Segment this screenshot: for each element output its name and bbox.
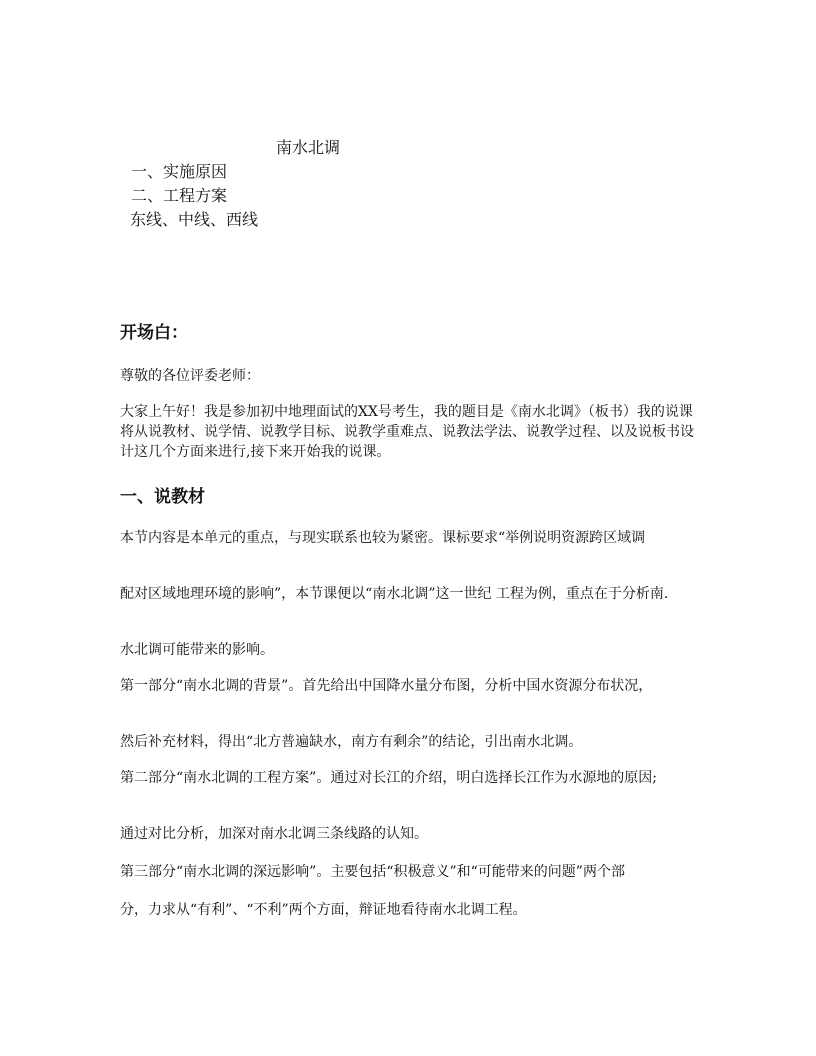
material-paragraph: 配对区域地理环境的影响”，本节课便以“南水北调”这一世纪 工程为例，重点在于分析南.	[120, 586, 669, 602]
material-paragraph: 分，力求从“有利”、“不利”两个方面，辩证地看待南水北调工程。	[120, 902, 527, 918]
board-line-routes: 东线、中线、西线	[130, 210, 259, 229]
board-line-reasons: 一、实施原因	[131, 162, 228, 181]
material-paragraph: 通过对比分析，加深对南水北调三条线路的认知。	[120, 826, 428, 842]
board-line-plan: 二、工程方案	[131, 186, 228, 205]
board-title: 南水北调	[276, 138, 341, 157]
material-paragraph: 然后补充材料，得出“北方普遍缺水，南方有剩余”的结论，引出南水北调。	[120, 734, 583, 750]
greeting-paragraph: 尊敬的各位评委老师：	[120, 368, 260, 384]
material-paragraph: 第二部分“南水北调的工程方案”。通过对长江的介绍，明白选择长江作为水源地的原因;	[120, 770, 658, 786]
opening-heading: 开场白：	[120, 323, 188, 343]
material-paragraph: 第一部分“南水北调的背景”。首先给出中国降水量分布图，分析中国水资源分布状况，	[120, 678, 653, 694]
material-paragraph: 水北调可能带来的影响。	[120, 642, 274, 658]
section-teaching-material-heading: 一、说教材	[120, 487, 205, 507]
material-paragraph: 第三部分“南水北调的深远影响”。主要包括“积极意义”和“可能带来的问题”两个部	[120, 864, 625, 880]
material-paragraph: 本节内容是本单元的重点，与现实联系也较为紧密。课标要求“举例说明资源跨区域调	[120, 530, 646, 546]
intro-paragraph: 大家上午好！我是参加初中地理面试的XX号考生，我的题目是《南水北调》（板书）我的说课将从说教材、说学情、说教学目标、说教学重难点、说教法学法、说教学过程、以及说板书设计这几个方面来进行,接下来开始我的说课。	[120, 404, 694, 460]
